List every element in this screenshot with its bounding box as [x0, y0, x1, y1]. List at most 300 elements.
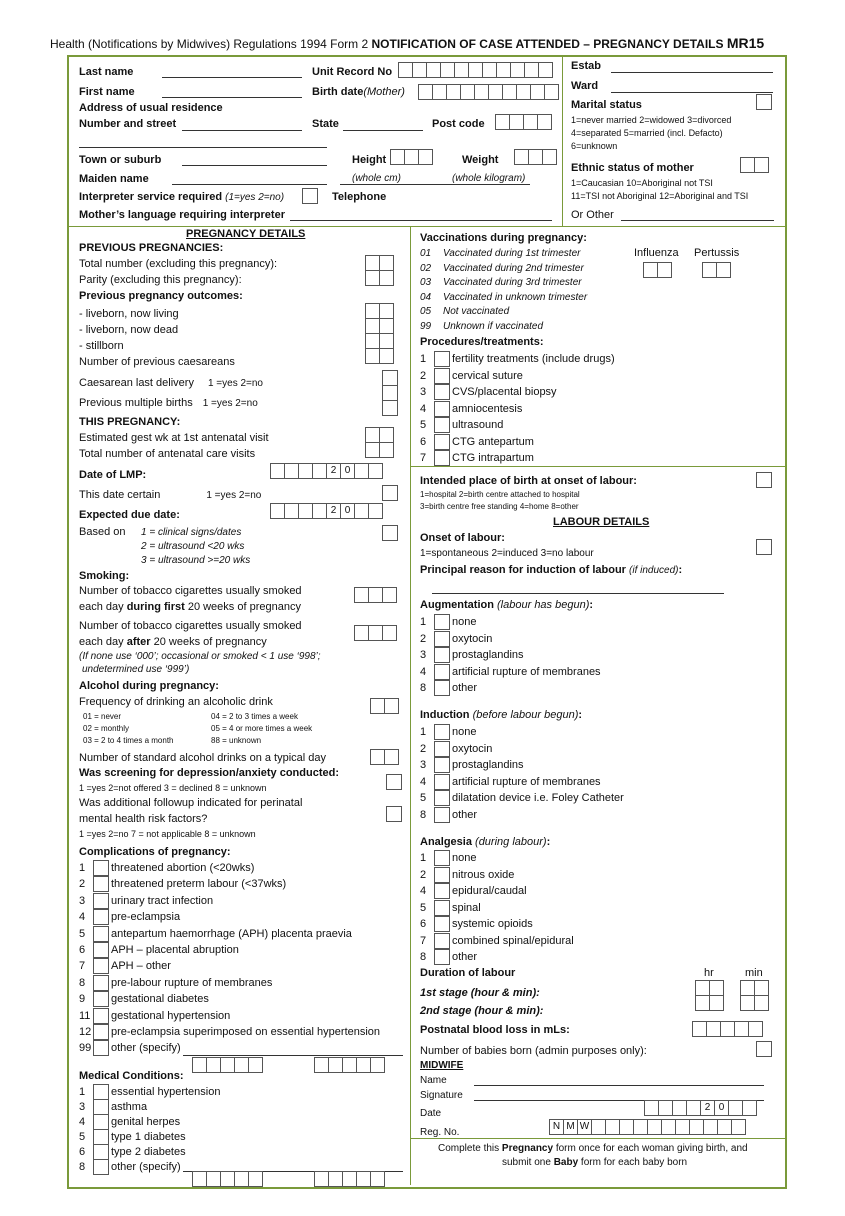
- hr-label: hr: [704, 967, 714, 979]
- interpreter-checkbox[interactable]: [302, 188, 318, 204]
- procedure-item-label: cervical suture: [452, 369, 523, 382]
- complication-item-number: 7: [79, 960, 86, 973]
- smoke2-line1: Number of tobacco cigarettes usually smoked: [79, 620, 302, 632]
- medical-heading: Medical Conditions:: [79, 1070, 184, 1082]
- screening-checkbox[interactable]: [386, 774, 402, 790]
- analgesia-item-checkbox[interactable]: [434, 883, 450, 899]
- weight-unit: (whole kilogram): [452, 173, 526, 184]
- height-unit: (whole cm): [352, 173, 401, 184]
- marital-opt-2: 4=separated 5=married (incl. Defacto): [571, 128, 723, 138]
- complication-item-label: pre-labour rupture of membranes: [111, 976, 273, 989]
- procedure-item-number: 5: [420, 419, 427, 431]
- induction-item-checkbox[interactable]: [434, 741, 450, 757]
- medical-item-number: 8: [79, 1161, 86, 1173]
- marital-opt-3: 6=unknown: [571, 141, 618, 151]
- analgesia-item-checkbox[interactable]: [434, 900, 450, 916]
- screening-label: Was screening for depression/anxiety conducted:: [79, 767, 339, 779]
- date-certain-row: [79, 489, 261, 502]
- std-drinks-label: Number of standard alcohol drinks on a typical day: [79, 752, 327, 764]
- procedure-item-checkbox[interactable]: [434, 450, 450, 466]
- complication-item-label: antepartum haemorrhage (APH) placenta praevia: [111, 927, 352, 940]
- augmentation-item-checkbox[interactable]: [434, 664, 450, 680]
- induction-item-label: prostaglandins: [452, 759, 524, 771]
- prev-multiple-label: Previous multiple births: [79, 397, 193, 409]
- ethnic-boxes[interactable]: [740, 157, 768, 173]
- number-street-label: Number and street: [79, 118, 177, 130]
- procedure-item-checkbox[interactable]: [434, 368, 450, 384]
- complication-item-checkbox[interactable]: [93, 1008, 109, 1024]
- procedure-item-label: CTG antepartum: [452, 435, 534, 448]
- smoke1-line2: each day during first 20 weeks of pregnancy: [79, 601, 301, 613]
- complication-item-number: 4: [79, 911, 86, 924]
- smoke-note-2: undetermined use ‘999’): [82, 664, 190, 675]
- this-preg-heading: THIS PREGNANCY:: [79, 416, 181, 428]
- complication-item-number: 9: [79, 993, 86, 1006]
- stillborn-label: - stillborn: [79, 340, 124, 352]
- medical-item-checkbox[interactable]: [93, 1099, 109, 1115]
- caesareans-label: Number of previous caesareans: [79, 356, 235, 368]
- gest-visits-boxes[interactable]: [365, 427, 393, 458]
- complication-item-checkbox[interactable]: [93, 860, 109, 876]
- induction-item-checkbox[interactable]: [434, 807, 450, 823]
- augmentation-item-number: 3: [420, 649, 427, 661]
- ind-heading: Induction (before labour begun):: [420, 709, 583, 721]
- medical-item-label: other (specify): [111, 1161, 181, 1173]
- analgesia-item-checkbox[interactable]: [434, 933, 450, 949]
- medical-item-checkbox[interactable]: [93, 1114, 109, 1130]
- duration-heading: Duration of labour: [420, 967, 516, 979]
- medical-item-checkbox[interactable]: [93, 1084, 109, 1100]
- complication-item-label: pre-eclampsia superimposed on essential hypertension: [111, 1026, 381, 1038]
- comp-other-code-a[interactable]: [192, 1057, 262, 1073]
- regulation-text: Health (Notifications by Midwives) Regulations 1994 Form 2: [50, 37, 369, 51]
- procedure-item-label: CTG intrapartum: [452, 452, 534, 464]
- complication-item-checkbox[interactable]: [93, 991, 109, 1007]
- analg-heading: Analgesia (during labour):: [420, 836, 551, 848]
- complication-item-checkbox[interactable]: [93, 893, 109, 909]
- comp-other-code-b[interactable]: [314, 1057, 384, 1073]
- language-field[interactable]: [290, 220, 552, 221]
- medical-item-number: 3: [79, 1101, 86, 1113]
- medical-item-label: asthma: [111, 1101, 148, 1113]
- labour-details-title: LABOUR DETAILS: [553, 516, 650, 528]
- interpreter-label: Interpreter service required: [79, 191, 223, 203]
- complication-item-label: other (specify): [111, 1042, 181, 1055]
- reason-field[interactable]: [432, 593, 724, 594]
- birth-date-label: Birth date: [312, 86, 364, 98]
- complication-item-label: threatened preterm labour (<37wks): [111, 878, 287, 891]
- analgesia-item-checkbox[interactable]: [434, 850, 450, 866]
- blood-loss-label: Postnatal blood loss in mLs:: [420, 1024, 570, 1036]
- procedure-item-label: CVS/placental biopsy: [452, 386, 557, 398]
- estab-field[interactable]: [611, 72, 773, 73]
- total-visits-label: Total number of antenatal care visits: [79, 448, 256, 460]
- caes-last-label: Caesarean last delivery: [79, 377, 194, 389]
- complication-item-number: 8: [79, 976, 86, 989]
- date-certain-label: This date certain: [79, 489, 161, 501]
- vacc-item-number: 02: [420, 262, 432, 274]
- analgesia-item-number: 7: [420, 934, 427, 947]
- freq-label: Frequency of drinking an alcoholic drink: [79, 696, 273, 708]
- marital-opt-1: 1=never married 2=widowed 3=divorced: [571, 115, 732, 125]
- vacc-item-label: Vaccinated during 3rd trimester: [443, 277, 582, 288]
- induction-item-number: 2: [420, 742, 427, 755]
- prev-preg-heading: PREVIOUS PREGNANCIES:: [79, 242, 224, 254]
- vacc-item-number: 04: [420, 291, 432, 303]
- influenza-boxes[interactable]: [643, 262, 671, 278]
- smoke2-line2: each day after 20 weeks of pregnancy: [79, 636, 267, 648]
- freq-opt-r1: 04 = 2 to 3 times a week: [211, 712, 298, 721]
- based-on-checkbox[interactable]: [382, 525, 398, 541]
- pertussis-boxes[interactable]: [702, 262, 730, 278]
- screening-opts: 1 =yes 2=not offered 3 = declined 8 = unknown: [79, 783, 267, 793]
- smoke2-boxes[interactable]: [354, 625, 396, 641]
- intended-opts-1: 1=hospital 2=birth centre attached to hospital: [420, 490, 580, 499]
- ward-label: Ward: [571, 80, 599, 92]
- augmentation-item-label: none: [452, 616, 477, 628]
- based-opt-3: 3 = ultrasound >=20 wks: [141, 555, 251, 566]
- complication-item-label: APH – placental abruption: [111, 944, 239, 956]
- complication-item-checkbox[interactable]: [93, 958, 109, 974]
- stage2-label: 2nd stage (hour & min):: [420, 1005, 544, 1017]
- min-label: min: [745, 967, 763, 979]
- aug-heading: Augmentation (labour has begun):: [420, 599, 594, 611]
- maiden-label: Maiden name: [79, 173, 149, 185]
- analgesia-item-checkbox[interactable]: [434, 949, 450, 965]
- vacc-item-number: 99: [420, 320, 432, 332]
- vacc-heading: Vaccinations during pregnancy:: [420, 232, 587, 244]
- analgesia-item-checkbox[interactable]: [434, 867, 450, 883]
- prev-multiple-opts: 1 =yes 2=no: [202, 398, 258, 409]
- medical-item-label: type 2 diabetes: [111, 1146, 186, 1158]
- maiden-field[interactable]: [172, 184, 327, 185]
- procedure-item-checkbox[interactable]: [434, 401, 450, 417]
- procedure-item-number: 7: [420, 452, 427, 464]
- first-name-field[interactable]: [162, 97, 302, 98]
- birth-date-boxes[interactable]: [418, 84, 558, 100]
- caes-last-opts: 1 =yes 2=no: [207, 378, 263, 389]
- induction-item-number: 4: [420, 775, 427, 788]
- pregnancy-details-title: PREGNANCY DETAILS: [186, 228, 306, 240]
- name-label: Name: [420, 1075, 447, 1086]
- complication-item-number: 2: [79, 878, 86, 891]
- freq-opt-l1: 01 = never: [83, 712, 122, 721]
- analgesia-item-number: 6: [420, 918, 427, 930]
- freq-opt-r2: 05 = 4 or more times a week: [211, 724, 313, 733]
- intended-opts-2: 3=birth centre free standing 4=home 8=other: [420, 502, 579, 511]
- outcomes-boxes[interactable]: [365, 303, 393, 364]
- onset-heading: Onset of labour:: [420, 532, 505, 544]
- complication-item-checkbox[interactable]: [93, 942, 109, 958]
- midwife-heading: MIDWIFE: [420, 1060, 464, 1071]
- med-other-code-b[interactable]: [314, 1171, 384, 1187]
- induction-item-label: dilatation device i.e. Foley Catheter: [452, 792, 624, 804]
- analgesia-item-label: other: [452, 951, 478, 963]
- medical-item-number: 1: [79, 1086, 86, 1098]
- top-right-divider: [562, 57, 563, 227]
- right-section-divider: [411, 466, 785, 467]
- induction-item-checkbox[interactable]: [434, 757, 450, 773]
- std-drinks-boxes[interactable]: [370, 749, 398, 765]
- augmentation-item-checkbox[interactable]: [434, 647, 450, 663]
- stage-hr-boxes[interactable]: [695, 980, 723, 1011]
- language-label: Mother’s language requiring interpreter: [79, 209, 285, 221]
- augmentation-item-label: prostaglandins: [452, 649, 524, 661]
- interpreter-hint: (1=yes 2=no): [225, 192, 285, 203]
- complication-item-number: 6: [79, 944, 86, 956]
- procedure-item-number: 3: [420, 386, 427, 398]
- estab-label: Estab: [571, 60, 601, 72]
- based-opt-1: 1 = clinical signs/dates: [141, 527, 242, 538]
- prev-outcomes-heading: Previous pregnancy outcomes:: [79, 290, 243, 302]
- comp-other-field[interactable]: [183, 1055, 403, 1056]
- analgesia-item-number: 8: [420, 951, 427, 963]
- complication-item-label: pre-eclampsia: [111, 911, 181, 924]
- medical-item-checkbox[interactable]: [93, 1144, 109, 1160]
- onset-opts: 1=spontaneous 2=induced 3=no labour: [420, 548, 594, 559]
- height-boxes[interactable]: [390, 149, 432, 165]
- reg-no-boxes[interactable]: N M W: [549, 1119, 745, 1135]
- footer-divider: [411, 1138, 785, 1139]
- due-date-label: Expected due date:: [79, 509, 180, 521]
- telephone-label: Telephone: [332, 191, 387, 203]
- induction-item-number: 3: [420, 759, 427, 771]
- procedure-item-label: fertility treatments (include drugs): [452, 353, 615, 365]
- liveborn-living-label: - liveborn, now living: [79, 308, 179, 320]
- complication-item-checkbox[interactable]: [93, 909, 109, 925]
- address-line-2[interactable]: [79, 147, 327, 148]
- analgesia-item-label: spinal: [452, 901, 481, 914]
- vacc-item-label: Vaccinated during 1st trimester: [443, 248, 581, 259]
- total-number-label: Total number (excluding this pregnancy):: [79, 258, 278, 270]
- complication-item-number: 5: [79, 927, 86, 940]
- due-date-boxes[interactable]: 2 0: [270, 503, 382, 519]
- augmentation-item-number: 8: [420, 682, 427, 694]
- intended-checkbox[interactable]: [756, 472, 772, 488]
- augmentation-item-checkbox[interactable]: [434, 680, 450, 696]
- caes-last-row: [79, 377, 263, 390]
- unit-record-boxes[interactable]: [398, 62, 552, 78]
- based-on-label: Based on: [79, 526, 126, 538]
- analgesia-item-checkbox[interactable]: [434, 916, 450, 932]
- induction-item-checkbox[interactable]: [434, 724, 450, 740]
- induction-item-number: 8: [420, 808, 427, 821]
- procedure-item-number: 2: [420, 369, 427, 382]
- smoke1-line1: Number of tobacco cigarettes usually smoked: [79, 585, 302, 597]
- followup-opts: 1 =yes 2=no 7 = not applicable 8 = unknown: [79, 829, 256, 839]
- analgesia-item-label: combined spinal/epidural: [452, 934, 574, 947]
- caes-last-boxes[interactable]: [382, 370, 398, 415]
- augmentation-item-number: 2: [420, 632, 427, 645]
- med-other-code-a[interactable]: [192, 1171, 262, 1187]
- unit-underline: [340, 184, 530, 185]
- date-label: Date: [420, 1108, 442, 1119]
- marital-checkbox[interactable]: [756, 94, 772, 110]
- smoke-note-1: (If none use ‘000’; occasional or smoked < 1 use ‘998’;: [79, 651, 321, 662]
- vacc-item-label: Vaccinated during 2nd trimester: [443, 262, 584, 274]
- followup-line2: mental health risk factors?: [79, 813, 208, 825]
- vacc-item-number: 01: [420, 248, 432, 259]
- procedure-item-number: 4: [420, 402, 427, 415]
- form-header: [50, 37, 764, 51]
- analgesia-item-number: 5: [420, 901, 427, 914]
- babies-checkbox[interactable]: [756, 1041, 772, 1057]
- blood-loss-boxes[interactable]: [692, 1021, 762, 1037]
- medical-item-label: type 1 diabetes: [111, 1131, 186, 1143]
- procedure-item-checkbox[interactable]: [434, 417, 450, 433]
- induction-item-checkbox[interactable]: [434, 790, 450, 806]
- number-street-field[interactable]: [182, 130, 302, 131]
- complication-item-checkbox[interactable]: [93, 926, 109, 942]
- prev-multiple-row: [79, 397, 258, 410]
- state-label: State: [312, 118, 339, 130]
- marital-label: Marital status: [571, 99, 642, 111]
- birth-date-hint: (Mother): [363, 86, 405, 98]
- procedure-item-number: 6: [420, 435, 427, 448]
- augmentation-item-label: other: [452, 682, 478, 694]
- lmp-label: Date of LMP:: [79, 469, 147, 481]
- ward-field[interactable]: [611, 92, 773, 93]
- weight-label: Weight: [462, 154, 499, 166]
- address-label: Address of usual residence: [79, 102, 223, 114]
- midwife-date-boxes[interactable]: 2 0: [644, 1100, 756, 1116]
- induction-item-label: none: [452, 726, 477, 738]
- lmp-boxes[interactable]: 2 0: [270, 463, 382, 479]
- complication-item-checkbox[interactable]: [93, 975, 109, 991]
- vacc-item-label: Vaccinated in unknown trimester: [443, 291, 588, 303]
- signature-label: Signature: [420, 1090, 463, 1101]
- followup-line1: Was additional followup indicated for perinatal: [79, 797, 303, 809]
- freq-opt-l3: 03 = 2 to 4 times a month: [83, 736, 174, 745]
- followup-checkbox[interactable]: [386, 806, 402, 822]
- gest-wk-label: Estimated gest wk at 1st antenatal visit: [79, 432, 269, 444]
- vacc-item-label: Not vaccinated: [443, 306, 510, 317]
- unit-record-label: Unit Record No: [312, 66, 393, 78]
- induction-item-label: other: [452, 808, 478, 821]
- complication-item-label: APH – other: [111, 960, 171, 973]
- ethnic-label: Ethnic status of mother: [571, 162, 694, 174]
- procedure-item-label: ultrasound: [452, 419, 504, 431]
- footer-line-2: submit one Baby form for each baby born: [502, 1157, 688, 1168]
- medical-item-number: 4: [79, 1116, 86, 1128]
- procedure-item-checkbox[interactable]: [434, 384, 450, 400]
- first-name-label: First name: [79, 86, 135, 98]
- midwife-name-field[interactable]: [474, 1085, 764, 1086]
- analgesia-item-label: systemic opioids: [452, 918, 533, 930]
- birth-date-row: [312, 86, 405, 99]
- stage1-label: 1st stage (hour & min):: [420, 987, 540, 999]
- procedure-item-checkbox[interactable]: [434, 434, 450, 450]
- medical-item-number: 6: [79, 1146, 86, 1158]
- procedures-heading: Procedures/treatments:: [420, 336, 544, 348]
- smoke1-boxes[interactable]: [354, 587, 396, 603]
- interpreter-row: [79, 191, 284, 204]
- top-section-divider: [69, 226, 785, 227]
- analgesia-item-number: 1: [420, 852, 427, 864]
- or-other-label: Or Other: [571, 209, 614, 221]
- freq-boxes[interactable]: [370, 698, 398, 714]
- induction-item-label: artificial rupture of membranes: [452, 775, 601, 788]
- town-field[interactable]: [182, 165, 327, 166]
- analgesia-item-number: 4: [420, 885, 427, 897]
- based-opt-2: 2 = ultrasound <20 wks: [141, 541, 245, 552]
- induction-item-number: 1: [420, 726, 427, 738]
- smoking-heading: Smoking:: [79, 570, 130, 582]
- complication-item-number: 1: [79, 862, 86, 874]
- reason-row: Principal reason for induction of labour (if induced):: [420, 564, 683, 576]
- complication-item-checkbox[interactable]: [93, 876, 109, 892]
- augmentation-item-number: 1: [420, 616, 427, 628]
- procedure-item-checkbox[interactable]: [434, 351, 450, 367]
- parity-label: Parity (excluding this pregnancy):: [79, 274, 242, 286]
- onset-checkbox[interactable]: [756, 539, 772, 555]
- pertussis-label: Pertussis: [694, 247, 740, 259]
- medical-item-number: 5: [79, 1131, 86, 1143]
- analgesia-item-label: none: [452, 852, 477, 864]
- complication-item-label: threatened abortion (<20wks): [111, 862, 255, 874]
- complication-item-checkbox[interactable]: [93, 1024, 109, 1040]
- analgesia-item-number: 2: [420, 868, 427, 881]
- complication-item-number: 12: [79, 1026, 92, 1038]
- postcode-label: Post code: [432, 118, 485, 130]
- complication-item-label: gestational diabetes: [111, 993, 209, 1006]
- complication-item-label: gestational hypertension: [111, 1009, 231, 1022]
- form-title: NOTIFICATION OF CASE ATTENDED – PREGNANCY DETAILS: [371, 37, 724, 51]
- postcode-boxes[interactable]: [495, 114, 551, 130]
- stage-min-boxes[interactable]: [740, 980, 768, 1011]
- vacc-item-number: 05: [420, 306, 432, 317]
- complication-item-label: urinary tract infection: [111, 894, 214, 907]
- alcohol-heading: Alcohol during pregnancy:: [79, 680, 219, 692]
- vacc-item-label: Unknown if vaccinated: [443, 320, 544, 332]
- analgesia-item-label: nitrous oxide: [452, 868, 515, 881]
- date-certain-opts: 1 =yes 2=no: [206, 490, 262, 501]
- or-other-field[interactable]: [621, 220, 774, 221]
- vacc-item-number: 03: [420, 277, 432, 288]
- induction-item-checkbox[interactable]: [434, 774, 450, 790]
- babies-label: Number of babies born (admin purposes only):: [420, 1045, 647, 1057]
- total-parity-boxes[interactable]: [365, 255, 393, 286]
- medical-item-checkbox[interactable]: [93, 1159, 109, 1175]
- town-label: Town or suburb: [79, 154, 162, 166]
- complication-item-number: 11: [79, 1009, 91, 1022]
- induction-item-number: 5: [420, 792, 427, 804]
- influenza-label: Influenza: [634, 247, 679, 259]
- intended-heading: Intended place of birth at onset of labour:: [420, 475, 637, 487]
- complication-item-checkbox[interactable]: [93, 1040, 109, 1056]
- liveborn-dead-label: - liveborn, now dead: [79, 324, 179, 336]
- complication-item-number: 99: [79, 1042, 92, 1055]
- procedure-item-label: amniocentesis: [452, 402, 523, 415]
- form-code: MR15: [726, 35, 765, 51]
- weight-boxes[interactable]: [514, 149, 556, 165]
- date-certain-box[interactable]: [382, 485, 398, 500]
- augmentation-item-checkbox[interactable]: [434, 631, 450, 647]
- column-divider: [410, 227, 411, 1185]
- complications-heading: Complications of pregnancy:: [79, 846, 231, 858]
- augmentation-item-label: artificial rupture of membranes: [452, 665, 601, 678]
- medical-item-checkbox[interactable]: [93, 1129, 109, 1145]
- procedure-item-number: 1: [420, 353, 427, 365]
- last-name-field[interactable]: [162, 77, 302, 78]
- state-field[interactable]: [343, 130, 423, 131]
- augmentation-item-number: 4: [420, 665, 427, 678]
- complication-item-number: 3: [79, 894, 86, 907]
- augmentation-item-checkbox[interactable]: [434, 614, 450, 630]
- augmentation-item-label: oxytocin: [452, 632, 493, 645]
- medical-item-label: genital herpes: [111, 1116, 181, 1128]
- last-name-label: Last name: [79, 66, 134, 78]
